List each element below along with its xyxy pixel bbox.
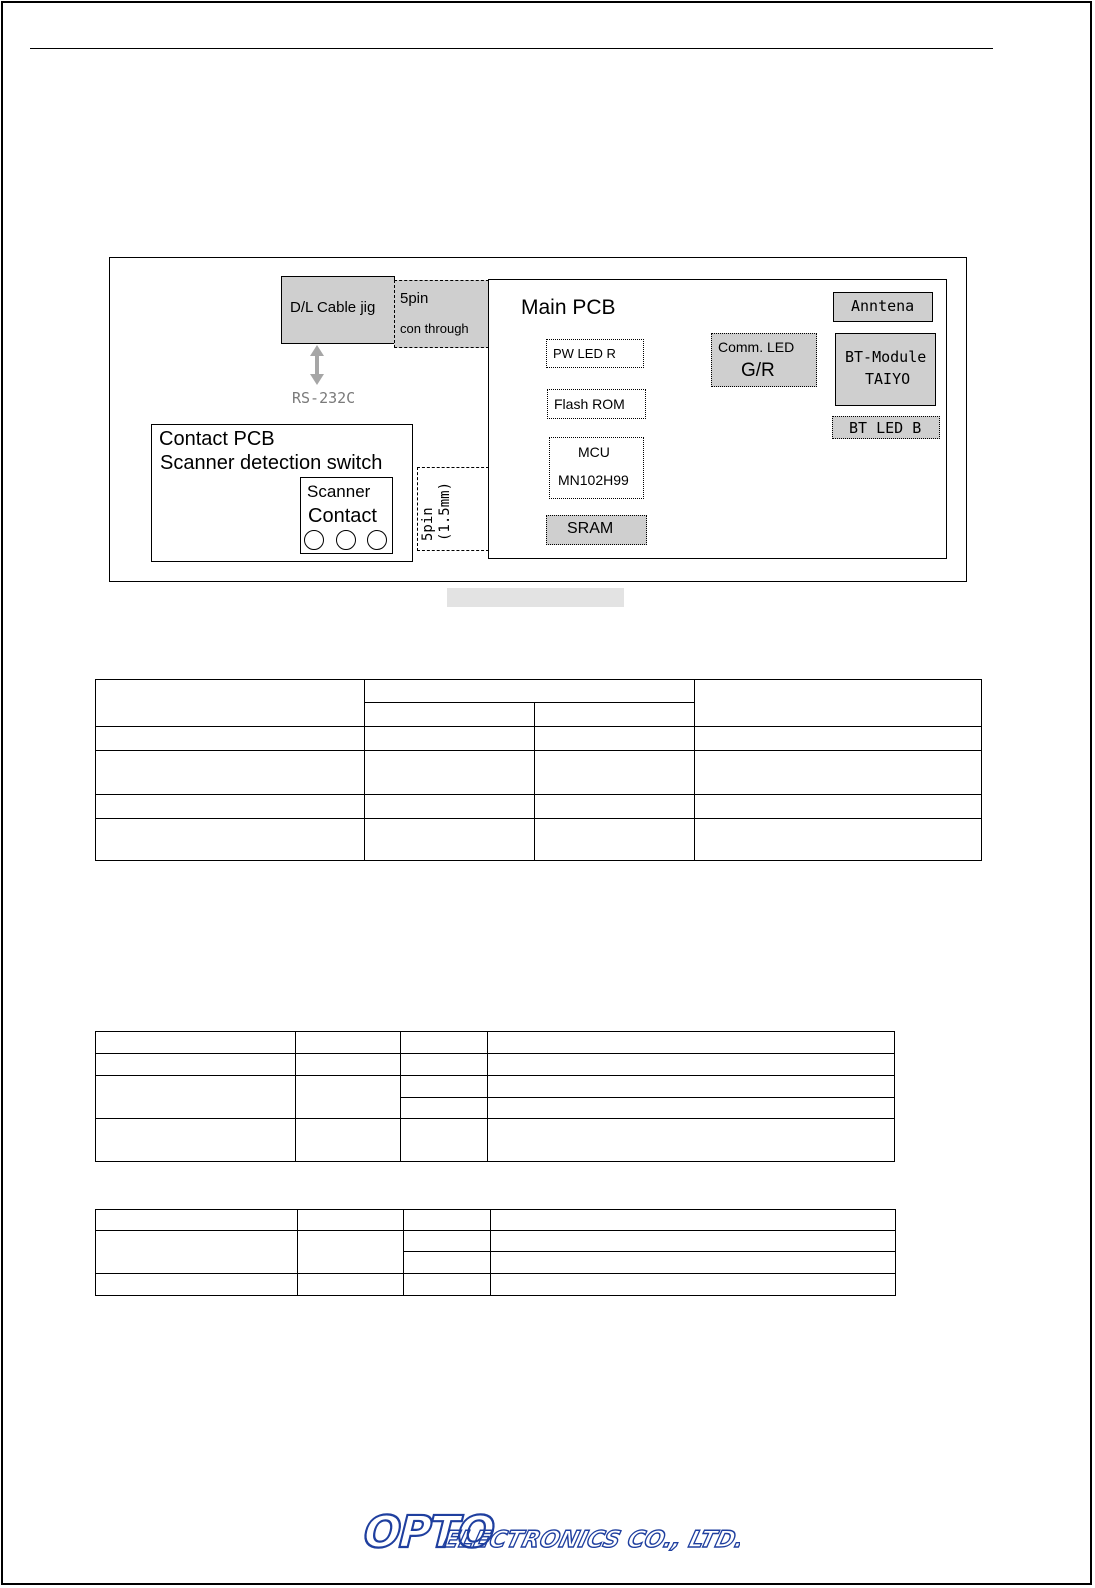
table-cell: [404, 1252, 491, 1274]
table-cell: [535, 751, 695, 795]
mcu-label: MCU: [578, 444, 610, 460]
company-logo: [360, 1507, 740, 1553]
flash-rom-label: Flash ROM: [554, 396, 625, 412]
scanner-contact-label-1: Scanner: [307, 482, 371, 501]
comm-led-label: Comm. LED: [718, 339, 795, 355]
pw-led-box: [546, 339, 644, 368]
bt-module-label: BT-Module: [845, 348, 927, 366]
table-cell: [401, 1076, 488, 1098]
bidirectional-arrow-icon: [309, 345, 325, 385]
table-cell: [695, 795, 982, 819]
table-cell: [365, 727, 535, 751]
table-row: [96, 1210, 896, 1231]
table-cell: [96, 727, 365, 751]
contact-pin-1: [304, 530, 324, 550]
table-1: [95, 679, 982, 861]
table-cell: [365, 703, 535, 727]
table-cell: [296, 1054, 401, 1076]
sram-label: SRAM: [567, 520, 614, 537]
main-pcb-label: Main PCB: [521, 296, 616, 319]
dl-cable-jig-label: D/L Cable jig: [290, 299, 376, 316]
table-2: [95, 1031, 895, 1162]
table-cell: [491, 1252, 896, 1274]
table-cell: [535, 703, 695, 727]
table-cell: [365, 751, 535, 795]
main-pcb-box: [488, 279, 947, 559]
table-cell: [96, 1054, 296, 1076]
table-cell: [401, 1054, 488, 1076]
pw-led-label: PW LED R: [553, 346, 616, 361]
table-cell: [695, 727, 982, 751]
contact-pin-2: [336, 530, 356, 550]
table-row: [96, 680, 982, 703]
mcu-part-label: MN102H99: [558, 472, 629, 488]
figure-caption-bar: [447, 588, 624, 607]
bt-module-maker-label: TAIYO: [865, 370, 911, 388]
antenna-label: Anntena: [851, 297, 915, 315]
table-cell: [298, 1274, 404, 1296]
pin-connector-box: [417, 467, 489, 551]
scanner-contact-label-2: Contact: [308, 505, 377, 527]
logo-wordmark-icon: [360, 1507, 740, 1553]
table-row: [96, 1076, 895, 1098]
table-cell: [96, 1119, 296, 1162]
table-cell: [404, 1274, 491, 1296]
table-cell: [365, 819, 535, 861]
con-through-box: [394, 280, 489, 348]
antenna-box: [833, 292, 933, 322]
table-row: [96, 1231, 896, 1252]
contact-pcb-subtitle: Scanner detection switch: [160, 452, 383, 474]
table-cell: [535, 819, 695, 861]
bt-module-box: [835, 333, 936, 406]
table-cell: [695, 751, 982, 795]
table-cell: [535, 795, 695, 819]
con-through-label-1: 5pin: [400, 290, 429, 307]
table-cell: [488, 1119, 895, 1162]
table-cell: [488, 1032, 895, 1054]
table-row: [96, 1054, 895, 1076]
table-cell: [401, 1098, 488, 1119]
table-cell: [488, 1054, 895, 1076]
table-cell: [296, 1076, 401, 1119]
table-row: [96, 795, 982, 819]
table-cell: [488, 1076, 895, 1098]
table-cell: [401, 1119, 488, 1162]
comm-led-box: [711, 333, 817, 387]
table-cell: [298, 1231, 404, 1274]
table-cell: [695, 680, 982, 727]
bt-led-box: [832, 416, 940, 439]
table-cell: [96, 680, 365, 727]
logo-opto-text: OPTO: [360, 1507, 500, 1553]
table-cell: [491, 1274, 896, 1296]
table-cell: [298, 1210, 404, 1231]
table-cell: [365, 680, 695, 703]
table-cell: [96, 1274, 298, 1296]
bt-led-label: BT LED B: [849, 419, 922, 437]
table-row: [96, 819, 982, 861]
comm-led-color-label: G/R: [741, 360, 775, 381]
table-cell: [296, 1032, 401, 1054]
contact-pcb-box: [151, 424, 413, 562]
dl-cable-jig-box: [281, 276, 395, 344]
con-through-label-2: con through: [400, 321, 469, 336]
table-cell: [491, 1231, 896, 1252]
block-diagram: [109, 257, 967, 582]
table-cell: [96, 1210, 298, 1231]
table-cell: [491, 1210, 896, 1231]
sram-box: [546, 515, 647, 545]
table-3: [95, 1209, 896, 1296]
contact-pin-3: [367, 530, 387, 550]
header-rule: [30, 48, 993, 49]
contact-pcb-title: Contact PCB: [159, 428, 275, 450]
table-cell: [401, 1032, 488, 1054]
mcu-box: [549, 437, 644, 499]
table-cell: [96, 795, 365, 819]
table-cell: [365, 795, 535, 819]
table-cell: [535, 727, 695, 751]
logo-company-text: ELECTRONICS CO., LTD.: [440, 1525, 740, 1553]
table-cell: [96, 751, 365, 795]
table-cell: [96, 1032, 296, 1054]
table-cell: [404, 1210, 491, 1231]
pin-connector-label: 5pin (1.5mm): [420, 481, 453, 541]
table-row: [96, 751, 982, 795]
table-cell: [296, 1119, 401, 1162]
flash-rom-box: [547, 389, 646, 419]
table-row: [96, 1274, 896, 1296]
table-cell: [488, 1098, 895, 1119]
table-row: [96, 1119, 895, 1162]
table-row: [96, 1032, 895, 1054]
table-cell: [96, 1076, 296, 1119]
rs232c-label: RS-232C: [292, 389, 356, 407]
table-row: [96, 727, 982, 751]
table-cell: [404, 1231, 491, 1252]
table-cell: [695, 819, 982, 861]
table-cell: [96, 819, 365, 861]
table-cell: [96, 1231, 298, 1274]
scanner-contact-box: [300, 477, 393, 554]
